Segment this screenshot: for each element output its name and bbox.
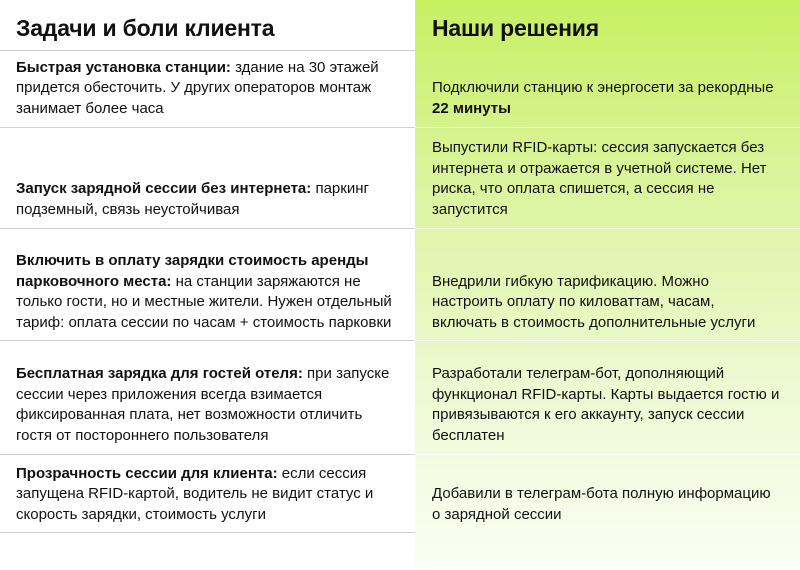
solution-highlight: 22 минуты	[432, 99, 511, 117]
problem-title: Быстрая установка станции:	[16, 58, 231, 76]
problem-text: если сессия запущена RFID-картой, водитель не видит статус и скорость зарядки, стоимость услуги	[16, 464, 374, 523]
solution-cell	[432, 455, 782, 525]
table-row	[0, 455, 800, 530]
table-row	[0, 341, 800, 451]
problem-title: Прозрачность сессии для клиента:	[16, 464, 278, 482]
solutions-column-title: Наши решения	[432, 15, 599, 41]
solution-text: Добавили в телеграм-бота полную информацию о зарядной сессии	[432, 485, 771, 523]
header-divider	[0, 50, 415, 51]
problem-text: при запуске сессии через приложения всегда взимается фиксированная плата, нет возможности отличить гостя от постороннего пользователя	[16, 365, 390, 444]
problem-cell	[16, 128, 396, 220]
table-header	[0, 0, 800, 60]
table-row	[0, 229, 800, 337]
solution-text: Разработали телеграм-бот, дополняющий функционал RFID-карты. Карты выдается гостю и привязываются к его аккаунту, запуск сессии бесплатен	[432, 365, 780, 444]
solution-cell	[432, 60, 782, 119]
problems-column-title: Задачи и боли клиента	[16, 15, 275, 41]
table-row	[0, 128, 800, 225]
problem-text: паркинг подземный, связь неустойчивая	[16, 180, 369, 218]
solution-text: Внедрили гибкую тарификацию. Можно настроить оплату по киловаттам, часам, включать в стоимость дополнительные услуги	[432, 272, 756, 331]
solution-cell	[432, 229, 782, 333]
solution-cell	[432, 341, 782, 446]
solution-text: Выпустили RFID-карты: сессия запускается без интернета и отражается в учетной системе. Нет риска, что оплата спишется, а сессия не запустится	[432, 139, 767, 218]
problem-text: на станции заряжаются не только гости, но и местные жители. Нужен отдельный тариф: оплата сессии по часам + стоимость парковки	[16, 272, 392, 331]
problem-title: Бесплатная зарядка для гостей отеля:	[16, 365, 303, 382]
problem-text: здание на 30 этажей придется обесточить. У других операторов монтаж занимает более часа	[16, 58, 379, 117]
problem-cell	[16, 455, 396, 525]
row-divider	[0, 532, 415, 533]
solution-cell	[432, 128, 782, 220]
problem-title: Включить в оплату зарядки стоимость аренды парковочного места:	[16, 252, 369, 290]
solution-text: Подключили станцию к энергосети за рекордные	[432, 79, 774, 96]
problem-cell	[16, 341, 396, 446]
problem-cell	[16, 60, 396, 119]
problem-title: Запуск зарядной сессии без интернета:	[16, 180, 312, 197]
table-row	[0, 60, 800, 125]
problem-cell	[16, 229, 396, 333]
